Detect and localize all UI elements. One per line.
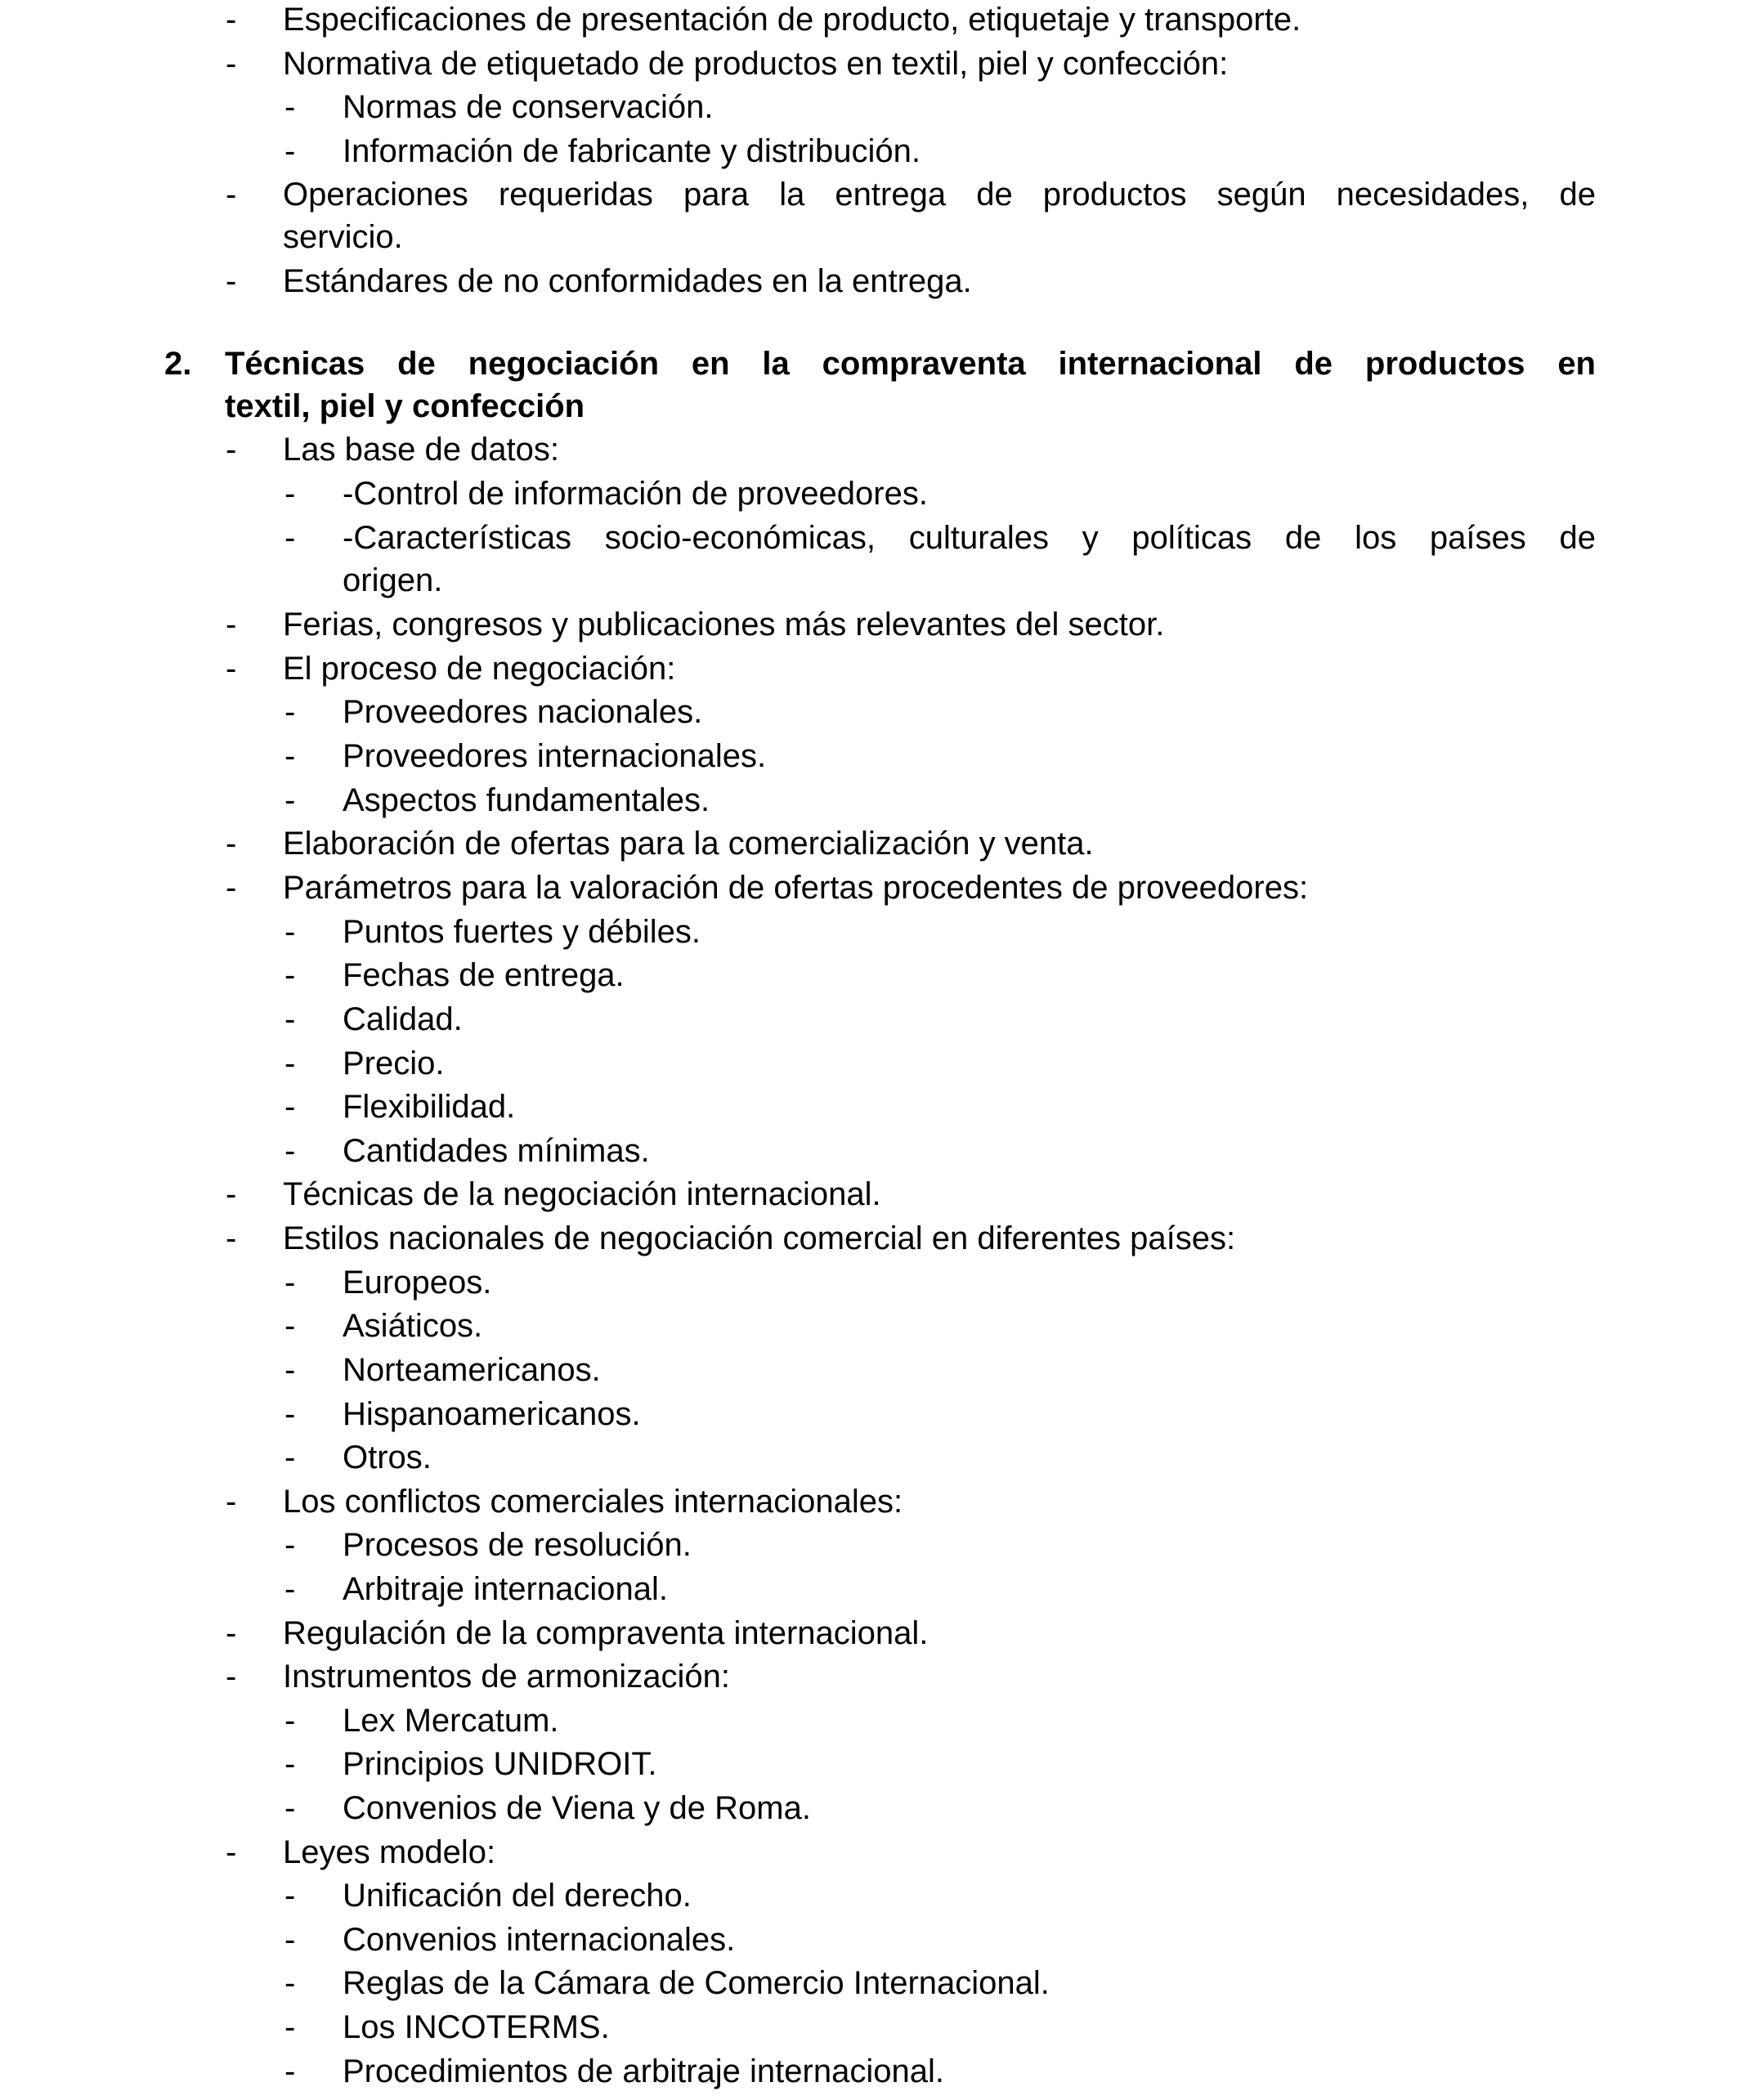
bullet-dash: - [226, 651, 237, 687]
bullet-dash: - [284, 1440, 296, 1475]
sub-list-item: Reglas de la Cámara de Comercio Internacional. [343, 1965, 1050, 2001]
list-item: Parámetros para la valoración de ofertas procedentes de proveedores: [283, 870, 1309, 906]
bullet-dash: - [284, 1133, 296, 1169]
bullet-dash: - [226, 870, 237, 906]
bullet-dash: - [284, 914, 296, 950]
list-item: Normativa de etiquetado de productos en textil, piel y confección: [283, 46, 1229, 82]
bullet-dash: - [226, 1220, 237, 1256]
bullet-dash: - [284, 1046, 296, 1081]
sub-list-item: -Características socio-económicas, culturales y políticas de los países de [343, 520, 1596, 556]
bullet-dash: - [226, 1484, 237, 1520]
sub-list-item: Otros. [343, 1440, 432, 1475]
list-item: Leyes modelo: [283, 1834, 496, 1870]
sub-list-item: Procedimientos de arbitraje internacional. [343, 2053, 944, 2089]
bullet-dash: - [284, 694, 296, 730]
sub-list-item: origen. [343, 562, 443, 598]
sub-list-item: Aspectos fundamentales. [343, 782, 710, 818]
bullet-dash: - [226, 432, 237, 468]
sub-list-item: -Control de información de proveedores. [343, 476, 928, 512]
sub-list-item: Arbitraje internacional. [343, 1571, 668, 1607]
section-heading: Técnicas de negociación en la compraventa internacional de productos en [225, 346, 1596, 382]
list-item: Elaboración de ofertas para la comercialización y venta. [283, 826, 1094, 862]
list-item: Las base de datos: [283, 432, 560, 468]
list-item: Regulación de la compraventa internacional. [283, 1615, 929, 1651]
bullet-dash: - [284, 2053, 296, 2089]
bullet-dash: - [226, 1615, 237, 1651]
bullet-dash: - [284, 89, 296, 125]
bullet-dash: - [284, 2009, 296, 2045]
bullet-dash: - [226, 177, 237, 213]
list-item: Técnicas de la negociación internacional. [283, 1176, 881, 1212]
sub-list-item: Fechas de entrega. [343, 957, 625, 993]
section-number: 2. [164, 346, 192, 382]
bullet-dash: - [284, 1571, 296, 1607]
sub-list-item: Principios UNIDROIT. [343, 1746, 657, 1782]
list-item: Especificaciones de presentación de producto, etiquetaje y transporte. [283, 2, 1301, 38]
list-item: Estándares de no conformidades en la entrega. [283, 263, 972, 299]
bullet-dash: - [284, 1746, 296, 1782]
sub-list-item: Puntos fuertes y débiles. [343, 914, 701, 950]
bullet-dash: - [226, 46, 237, 82]
bullet-dash: - [284, 1089, 296, 1125]
sub-list-item: Lex Mercatum. [343, 1703, 559, 1739]
sub-list-item: Normas de conservación. [343, 89, 714, 125]
sub-list-item: Proveedores internacionales. [343, 738, 767, 774]
bullet-dash: - [284, 782, 296, 818]
bullet-dash: - [284, 1527, 296, 1563]
bullet-dash: - [284, 1265, 296, 1301]
bullet-dash: - [226, 1659, 237, 1695]
bullet-dash: - [226, 607, 237, 643]
bullet-dash: - [226, 263, 237, 299]
sub-list-item: Los INCOTERMS. [343, 2009, 610, 2045]
sub-list-item: Proveedores nacionales. [343, 694, 703, 730]
sub-list-item: Calidad. [343, 1001, 463, 1037]
bullet-dash: - [284, 133, 296, 169]
sub-list-item: Procesos de resolución. [343, 1527, 692, 1563]
bullet-dash: - [284, 476, 296, 512]
bullet-dash: - [226, 2, 237, 38]
list-item: servicio. [283, 219, 403, 255]
bullet-dash: - [284, 1703, 296, 1739]
list-item: Instrumentos de armonización: [283, 1659, 730, 1695]
sub-list-item: Unificación del derecho. [343, 1878, 692, 1914]
bullet-dash: - [226, 826, 237, 862]
sub-list-item: Información de fabricante y distribución. [343, 133, 921, 169]
bullet-dash: - [284, 1001, 296, 1037]
list-item: El proceso de negociación: [283, 651, 676, 687]
sub-list-item: Convenios de Viena y de Roma. [343, 1790, 811, 1826]
sub-list-item: Flexibilidad. [343, 1089, 516, 1125]
sub-list-item: Precio. [343, 1046, 445, 1081]
bullet-dash: - [284, 957, 296, 993]
sub-list-item: Convenios internacionales. [343, 1922, 736, 1958]
list-item: Operaciones requeridas para la entrega de productos según necesidades, de [283, 177, 1596, 213]
bullet-dash: - [284, 1878, 296, 1914]
bullet-dash: - [284, 1790, 296, 1826]
sub-list-item: Norteamericanos. [343, 1352, 601, 1388]
sub-list-item: Asiáticos. [343, 1308, 483, 1344]
bullet-dash: - [284, 520, 296, 556]
list-item: Los conflictos comerciales internacionales: [283, 1484, 903, 1520]
sub-list-item: Europeos. [343, 1265, 492, 1301]
list-item: Estilos nacionales de negociación comercial en diferentes países: [283, 1220, 1236, 1256]
bullet-dash: - [284, 1352, 296, 1388]
list-item: Ferias, congresos y publicaciones más relevantes del sector. [283, 607, 1165, 643]
bullet-dash: - [284, 738, 296, 774]
sub-list-item: Cantidades mínimas. [343, 1133, 650, 1169]
bullet-dash: - [284, 1308, 296, 1344]
bullet-dash: - [226, 1176, 237, 1212]
sub-list-item: Hispanoamericanos. [343, 1396, 641, 1432]
bullet-dash: - [284, 1965, 296, 2001]
section-heading: textil, piel y confección [225, 388, 585, 424]
bullet-dash: - [226, 1834, 237, 1870]
bullet-dash: - [284, 1922, 296, 1958]
bullet-dash: - [284, 1396, 296, 1432]
